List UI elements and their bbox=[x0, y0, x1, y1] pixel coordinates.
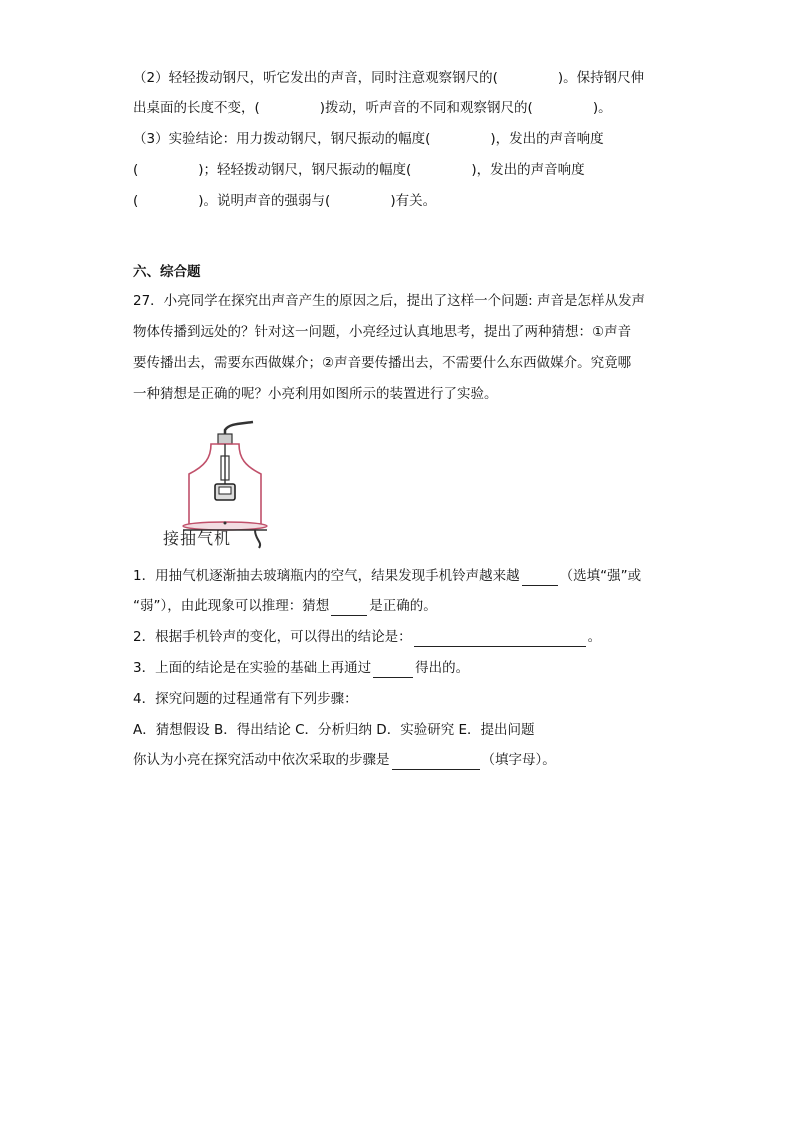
q27-s1-text-3: “弱”），由此现象可以推理：猜想 bbox=[133, 598, 330, 614]
q27-stem-line-3: 要传播出去，需要东西做媒介；②声音要传播出去，不需要什么东西做媒介。究竟哪 bbox=[133, 355, 632, 371]
vacuum-pump-label: 接抽气机 bbox=[163, 529, 232, 548]
q3-line-2 bbox=[133, 160, 585, 180]
q2-text-1: （2）轻轻拨动钢尺，听它发出的声音，同时注意观察钢尺的( bbox=[133, 70, 498, 86]
q2-blank-1[interactable] bbox=[498, 81, 558, 82]
q27-s3-text-2: 得出的。 bbox=[415, 660, 470, 676]
q27-s1-blank-1[interactable] bbox=[522, 570, 558, 586]
q3-blank-3[interactable] bbox=[411, 173, 471, 174]
q27-s1-text-4: 是正确的。 bbox=[369, 598, 437, 614]
q27-s4-blank[interactable] bbox=[392, 754, 480, 770]
q27-s3-line bbox=[133, 658, 469, 678]
q27-s1-line-1 bbox=[133, 566, 641, 586]
q3-blank-2[interactable] bbox=[138, 173, 198, 174]
q3-text-3: ( bbox=[133, 162, 139, 178]
section-title: 六、综合题 bbox=[133, 264, 201, 280]
q3-line-3 bbox=[133, 191, 436, 211]
q27-s2-text-1: 2．根据手机铃声的变化，可以得出的结论是： bbox=[133, 629, 412, 645]
q3-blank-4[interactable] bbox=[138, 204, 198, 205]
q27-stem-line-1: 27．小亮同学在探究出声音产生的原因之后，提出了这样一个问题: 声音是怎样从发声 bbox=[133, 293, 646, 309]
q2-text-5: )。 bbox=[592, 100, 612, 116]
q27-s4-text-1: 你认为小亮在探究活动中依次采取的步骤是 bbox=[133, 752, 390, 768]
q3-text-6: ( bbox=[133, 193, 139, 209]
q3-blank-5[interactable] bbox=[330, 204, 390, 205]
q2-text-3: 出桌面的长度不变，( bbox=[133, 100, 260, 116]
q27-s3-blank[interactable] bbox=[373, 662, 413, 678]
q27-s1-blank-2[interactable] bbox=[331, 600, 367, 616]
q3-text-4: )；轻轻拨动钢尺，钢尺振动的幅度( bbox=[198, 162, 412, 178]
q2-text-2: )。保持钢尺伸 bbox=[557, 70, 645, 86]
q27-stem-line-2: 物体传播到远处的？针对这一问题，小亮经过认真地思考，提出了两种猜想：①声音 bbox=[133, 324, 632, 340]
q3-text-8: )有关。 bbox=[390, 193, 437, 209]
q3-text-1: （3）实验结论：用力拨动钢尺，钢尺振动的幅度( bbox=[133, 131, 431, 147]
q2-blank-2[interactable] bbox=[260, 111, 320, 112]
q3-blank-1[interactable] bbox=[430, 142, 490, 143]
q2-line-2 bbox=[133, 98, 612, 118]
q27-s4-title: 4．探究问题的过程通常有下列步骤： bbox=[133, 691, 358, 707]
q27-s1-text-1: 1．用抽气机逐渐抽去玻璃瓶内的空气，结果发现手机铃声越来越 bbox=[133, 568, 520, 584]
q27-s3-text-1: 3．上面的结论是在实验的基础上再通过 bbox=[133, 660, 372, 676]
q3-text-5: )，发出的声音响度 bbox=[471, 162, 585, 178]
q27-s4-text-2: （填字母）。 bbox=[481, 752, 556, 768]
q3-text-7: )。说明声音的强弱与( bbox=[198, 193, 331, 209]
q27-s1-text-2: （选填“强”或 bbox=[559, 568, 642, 584]
q27-s2-blank[interactable] bbox=[414, 631, 586, 647]
q2-text-4: )拨动，听声音的不同和观察钢尺的( bbox=[319, 100, 533, 116]
q2-blank-3[interactable] bbox=[533, 111, 593, 112]
q27-stem-line-4: 一种猜想是正确的呢？小亮利用如图所示的装置进行了实验。 bbox=[133, 386, 498, 402]
q27-s1-line-2 bbox=[133, 596, 437, 616]
q27-s4-options: A．猜想假设 B．得出结论 C．分析归纳 D．实验研究 E．提出问题 bbox=[133, 722, 535, 738]
bell-jar-figure bbox=[155, 418, 275, 553]
q3-text-2: )，发出的声音响度 bbox=[490, 131, 604, 147]
q27-s4-answer-line bbox=[133, 750, 556, 770]
q27-s2-line bbox=[133, 627, 601, 647]
q3-line-1 bbox=[133, 129, 604, 149]
q2-line-1 bbox=[133, 68, 644, 88]
q27-s2-text-2: 。 bbox=[587, 629, 602, 645]
